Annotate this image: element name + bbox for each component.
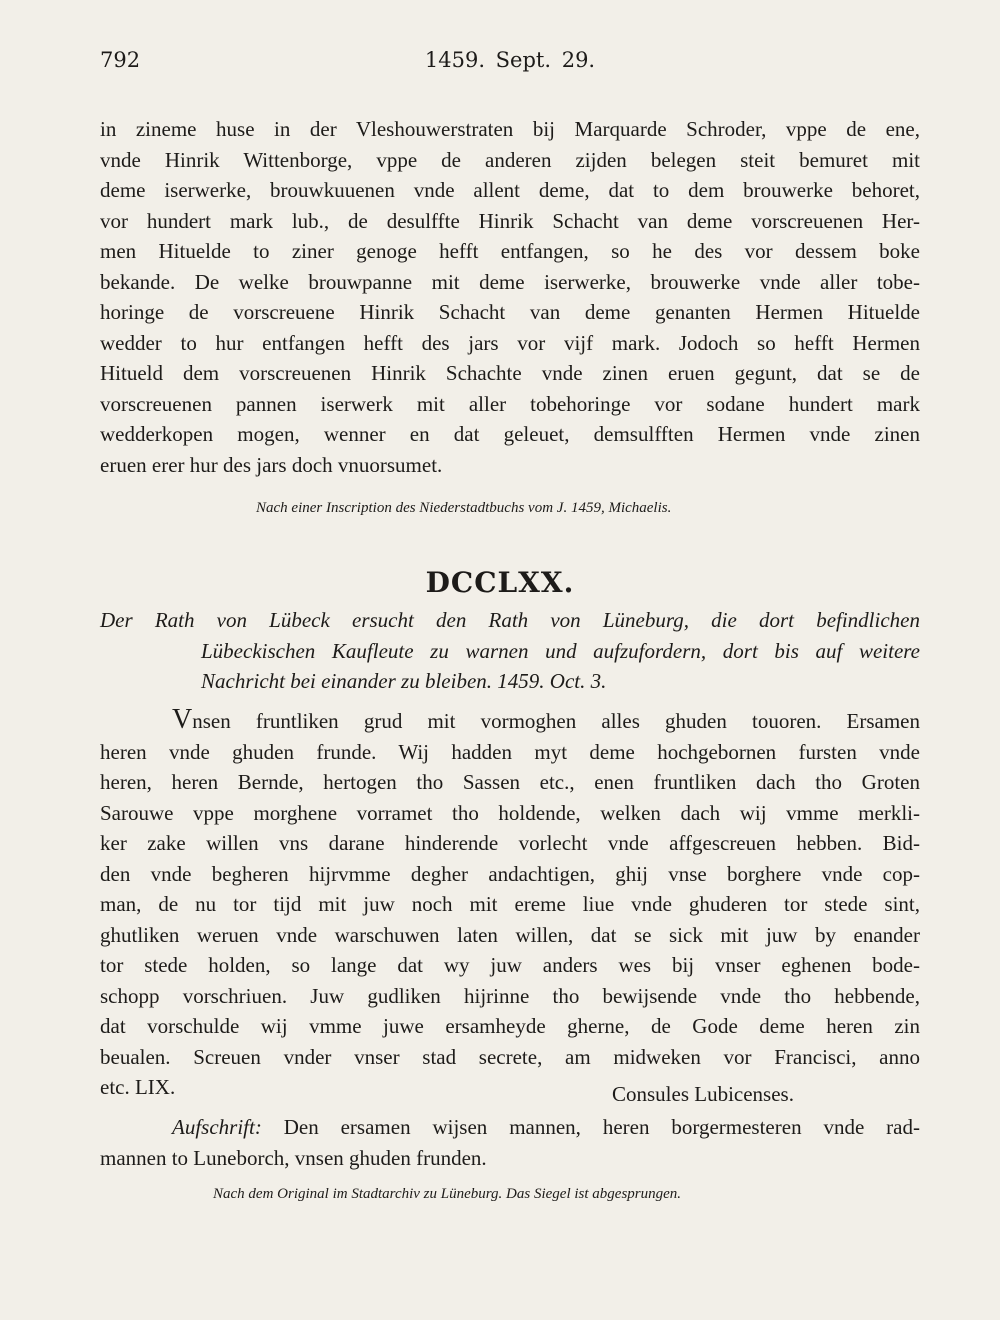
document-text — [100, 706, 920, 1103]
regest-line: Lübeckischen Kaufleute zu warnen und aufzufordern, dort bis auf weitere — [201, 638, 920, 663]
page-number: 792 — [100, 48, 141, 72]
text-line: man, de nu tor tijd mit juw noch mit ereme liue vnde ghuderen tor stede sint, — [100, 892, 920, 916]
text-line: tor stede holden, so lange dat wy juw anders wes bij vnser eghenen bode- — [100, 953, 920, 977]
text-line: heren, heren Bernde, hertogen tho Sassen etc., enen fruntliken dach tho Groten — [100, 770, 920, 794]
text-line: ghutliken weruen vnde warschuwen laten willen, dat se sick mit juw by enander — [100, 922, 920, 947]
document-source-note: Nach dem Original im Stadtarchiv zu Lüneburg. Das Siegel ist abgesprungen. — [213, 1186, 682, 1202]
address-block — [100, 1112, 920, 1173]
address-line — [100, 1112, 920, 1143]
text-line: ker zake willen vns darane hinderende vorlecht vnde affgescreuen hebben. Bid- — [100, 831, 920, 855]
text-line: deme iserwerke, brouwkuuenen vnde allent deme, dat to dem brouwerke behoret, — [100, 178, 920, 202]
text-line: vorscreuenen pannen iserwerk mit aller tobehoringe vor sodane hundert mark — [100, 391, 920, 416]
text-line: horinge de vorscreuene Hinrik Schacht van deme genanten Hermen Hituelde — [100, 300, 920, 324]
text-line: Hitueld dem vorscreuenen Hinrik Schachte vnde zinen eruen gegunt, dat se de — [100, 361, 920, 385]
text-line-first — [100, 706, 920, 737]
text-line: dat vorschulde wij vmme juwe ersamheyde gherne, de Gode deme heren zin — [100, 1014, 920, 1038]
document-regest — [100, 605, 920, 697]
address-text: Den ersamen wijsen mannen, heren borgermesteren vnde rad- — [261, 1115, 920, 1139]
text-line: Sarouwe vppe morghene vorramet tho holdende, welken dach wij vmme merkli- — [100, 800, 920, 825]
address-line: mannen to Luneborch, vnsen ghuden frunden. — [100, 1145, 487, 1170]
text-line: wedder to hur entfangen hefft des jars vor vijf mark. Jodoch so hefft Hermen — [100, 330, 920, 355]
text-line: in zineme huse in der Vleshouwerstraten bij Marquarde Schroder, vppe de ene, — [100, 117, 920, 141]
signature: Consules Lubicenses. — [612, 1082, 794, 1106]
address-label: Aufschrift: — [172, 1115, 262, 1139]
text-line: bekande. De welke brouwpanne mit deme iserwerke, brouwerke vnde aller tobe- — [100, 269, 920, 294]
text-line: eruen erer hur des jars doch vnuorsumet. — [100, 452, 443, 477]
page-header — [100, 48, 920, 74]
text-line: wedderkopen mogen, wenner en dat geleuet, demsulfften Hermen vnde zinen — [100, 422, 920, 446]
document-number: DCCLXX. — [425, 566, 575, 599]
first-line-text: nsen fruntliken grud mit vormoghen alles ghuden touoren. Ersamen — [192, 709, 920, 733]
previous-source-note: Nach einer Inscription des Niederstadtbuchs vom J. 1459, Michaelis. — [256, 500, 672, 516]
initial-letter: V — [172, 704, 193, 735]
previous-document-text — [100, 114, 920, 480]
regest-line: Der Rath von Lübeck ersucht den Rath von Lüneburg, die dort befindlichen — [100, 608, 920, 632]
text-line: vor hundert mark lub., de desulffte Hinrik Schacht van deme vorscreuenen Her- — [100, 208, 920, 233]
running-head: 1459. Sept. 29. — [424, 48, 596, 72]
text-line: vnde Hinrik Wittenborge, vppe de anderen zijden belegen steit bemuret mit — [100, 147, 920, 172]
text-line: beualen. Screuen vnder vnser stad secrete, am midweken vor Francisci, anno — [100, 1044, 920, 1069]
text-line: heren vnde ghuden frunde. Wij hadden myt deme hochgebornen fursten vnde — [100, 739, 920, 764]
text-line: etc. LIX. — [100, 1075, 176, 1099]
regest-line: Nachricht bei einander zu bleiben. 1459. Oct. 3. — [201, 669, 607, 693]
text-line: schopp vorschriuen. Juw gudliken hijrinne tho bewijsende vnde tho hebbende, — [100, 983, 920, 1008]
text-line: men Hituelde to ziner genoge hefft entfangen, so he des vor dessem boke — [100, 239, 920, 263]
text-line: den vnde begheren hijrvmme degher andachtigen, ghij vnse borghere vnde cop- — [100, 861, 920, 886]
